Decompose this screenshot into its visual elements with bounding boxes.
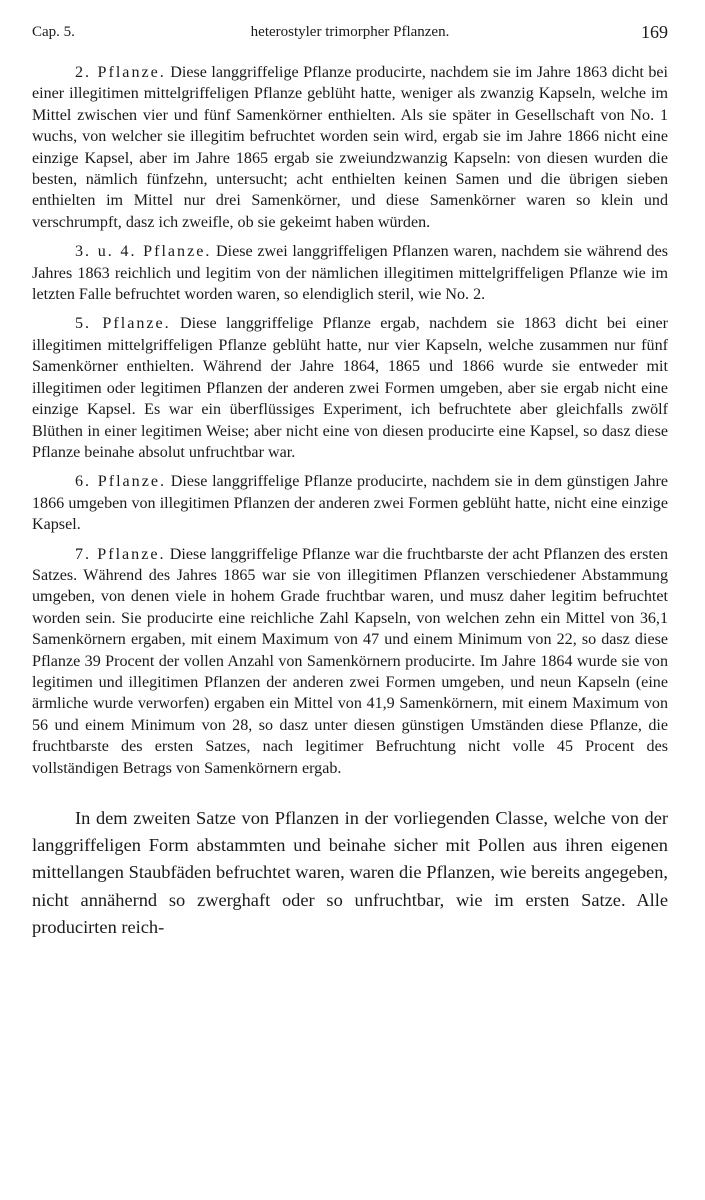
page-number: 169 (641, 22, 668, 42)
paragraph-text: Diese zwei langgriffeligen Pflanzen waren, nachdem sie während des Jahres 1863 reichlich und legitim von der nämlichen illegitimen mittelgriffeligen Pflanze wie im letzten Falle befruchtet worden waren, so elendiglich steril, wie No. 2. (32, 243, 669, 304)
running-title: heterostyler trimorpher Pflanzen. (250, 24, 450, 40)
paragraph-plant-5 (32, 313, 668, 463)
paragraph-lead: 7. Pflanze. (75, 545, 166, 563)
paragraph-plant-7 (32, 544, 668, 779)
paragraph-plant-6 (32, 471, 668, 535)
paragraph-text: Diese langgriffelige Pflanze ergab, nachdem sie 1863 dicht bei einer illegitimen mittelgriffeligen Pflanze geblüht hatte, nur vier Kapseln, welche zusammen nur fünf Samenkörner enthielten. Während der Jahre 1864, 1865 und 1866 wurde sie entweder mit illegitimen oder legitimen Pflanzen der anderen zwei Formen umgeben, aber sie ergab nicht eine einzige Kapsel. Es war ein überflüssiges Experiment, ich befruchtete aber gleichfalls zwölf Blüthen in einer legitimen Weise; aber nicht eine von diesen producirte eine Kapsel, so dasz diese Pflanze beinahe absolut unfruchtbar war. (32, 315, 668, 461)
closing-paragraph: In dem zweiten Satze von Pflanzen in der vorliegenden Classe, welche von der langgriffeligen Form abstammten und beinahe sicher mit Pollen aus ihren eigenen mittellangen Staubfäden befruchtet waren, waren die Pflanzen, wie bereits angegeben, nicht annähernd so zwerghaft oder so unfruchtbar, wie im ersten Satze. Alle producirten reich- (32, 808, 668, 937)
paragraph-text: Diese langgriffelige Pflanze war die fruchtbarste der acht Pflanzen des ersten Satzes. Während des Jahres 1865 war sie von illegitimen Pflanzen verschiedener Abstammung umgeben, von denen viele in hohem Grade fruchtbar waren, und musz daher legitim befruchtet worden sein. Sie producirte eine reichliche Zahl Kapseln, von welchen zehn ein Mittel von 36,1 Samenkörnern ergaben, mit einem Maximum von 47 und einem Minimum von 22, so dasz diese Pflanze 39 Procent der vollen Anzahl von Samenkörnern producirte. Im Jahre 1864 wurde sie von legitimen und illegitimen Pflanzen der anderen zwei Formen umgeben, und neun Kapseln (eine ärmliche wurde verworfen) ergaben ein Mittel von 41,9 Samenkörnern, mit einem Maximum von 56 und einem Minimum von 28, so dasz unter diesen günstigen Umständen diese Pflanze, die fruchtbarste des ersten Satzes, nach legitimer Befruchtung nicht volle 45 Procent des vollständigen Betrags von Samenkörnern ergab. (32, 545, 668, 777)
paragraph-plant-3-4 (32, 241, 668, 305)
book-page (32, 22, 668, 941)
running-header (32, 22, 668, 48)
chapter-label: Cap. 5. (32, 24, 75, 40)
paragraph-text: Diese langgriffelige Pflanze producirte, nachdem sie in dem günstigen Jahre 1866 umgeben von illegitimen Pflanzen der anderen zwei Formen geblüht hatte, nicht eine einzige Kapsel. (32, 473, 668, 534)
paragraph-text: Diese langgriffelige Pflanze producirte, nachdem sie im Jahre 1863 dicht bei einer illegitimen mittelgriffeligen Pflanze geblüht hatte, weniger als zwanzig Kapseln, welche im Mittel zwischen vier und fünf Samenkörner enthielten. Als sie später in Gesellschaft von No. 1 wuchs, von welcher sie illegitim befruchtet worden sein wird, ergab sie im Jahre 1866 nicht eine einzige Kapsel, aber im Jahre 1865 ergab sie zweiundzwanzig Kapseln: von diesen wurden die besten, nämlich fünfzehn, untersucht; acht enthielten keinen Samen und die übrigen sieben enthielten im Mittel nur drei Samenkörner, und diese Samenkörner waren so klein und verschrumpft, dasz ich zweifle, ob sie gekeimt haben würden. (32, 64, 669, 231)
paragraph-lead: 5. Pflanze. (75, 315, 171, 333)
page-body (32, 62, 668, 941)
paragraph-lead: 6. Pflanze. (75, 473, 167, 491)
paragraph-plant-2 (32, 62, 668, 233)
paragraph-lead: 2. Pflanze. (75, 64, 166, 81)
paragraph-lead: 3. u. 4. Pflanze. (75, 243, 212, 261)
